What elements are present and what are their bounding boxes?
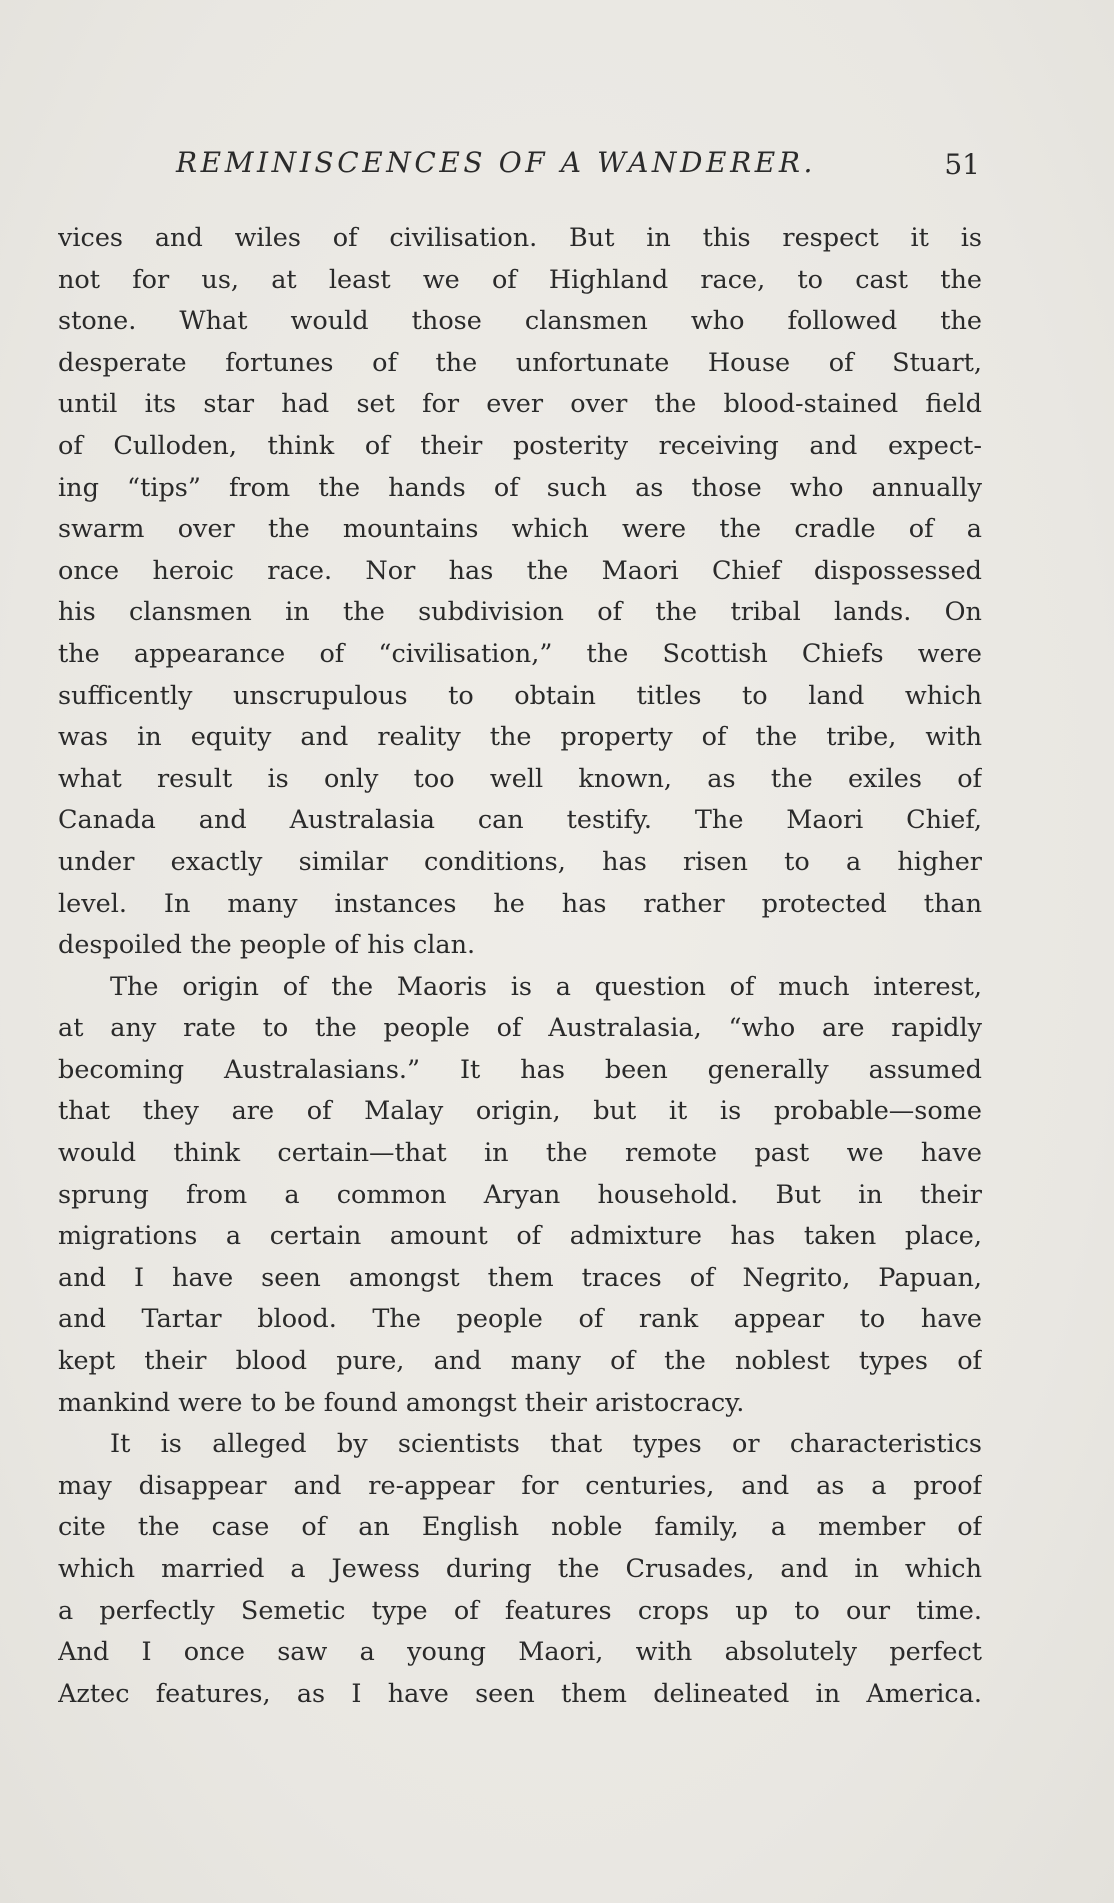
text-line: vices and wiles of civilisation. But in this respect it is	[58, 223, 982, 253]
text-line: The origin of the Maoris is a question of much interest,	[110, 971, 982, 1002]
text-line: And I once saw a young Maori, with absolutely perfect	[58, 1637, 982, 1668]
text-line: It is alleged by scientists that types or characteristics	[110, 1429, 982, 1460]
text-line: becoming Australasians.” It has been generally assumed	[58, 1054, 982, 1085]
text-line: that they are of Malay origin, but it is probable—some	[58, 1096, 982, 1127]
paragraph	[58, 218, 982, 967]
text-line: cite the case of an English noble family, a member of	[58, 1512, 982, 1543]
text-line: migrations a certain amount of admixture has taken place,	[58, 1221, 982, 1252]
text-line: ing “tips” from the hands of such as those who annually	[58, 472, 982, 503]
text-line: desperate fortunes of the unfortunate House of Stuart,	[58, 347, 982, 378]
text-line: was in equity and reality the property of the tribe, with	[58, 722, 982, 753]
text-line: a perfectly Semetic type of features crops up to our time.	[58, 1595, 982, 1626]
text-line: Canada and Australasia can testify. The Maori Chief,	[58, 805, 982, 836]
text-line: would think certain—that in the remote past we have	[58, 1138, 982, 1169]
text-line: and Tartar blood. The people of rank appear to have	[58, 1304, 982, 1335]
text-line: once heroic race. Nor has the Maori Chief dispossessed	[58, 555, 982, 586]
text-line: kept their blood pure, and many of the noblest types of	[58, 1346, 982, 1377]
text-line: at any rate to the people of Australasia, “who are rapidly	[58, 1013, 982, 1044]
text-line: sprung from a common Aryan household. But in their	[58, 1179, 982, 1210]
text-line: stone. What would those clansmen who followed the	[58, 306, 982, 337]
text-line: swarm over the mountains which were the cradle of a	[58, 514, 982, 545]
running-title: REMINISCENCES OF A WANDERER.	[176, 146, 817, 179]
paragraph	[58, 967, 982, 1425]
paragraph	[58, 1424, 982, 1715]
text-line: what result is only too well known, as the exiles of	[58, 763, 982, 794]
text-line: until its star had set for ever over the blood-stained field	[58, 389, 982, 420]
text-line: not for us, at least we of Highland race, to cast the	[58, 264, 982, 295]
page-header	[58, 146, 982, 186]
body-text	[58, 218, 982, 1715]
text-line: of Culloden, think of their posterity receiving and expect-	[58, 430, 982, 461]
text-line: and I have seen amongst them traces of Negrito, Papuan,	[58, 1262, 982, 1293]
text-line: under exactly similar conditions, has risen to a higher	[58, 846, 982, 877]
text-line: Aztec features, as I have seen them delineated in America.	[58, 1678, 982, 1709]
text-line: sufficently unscrupulous to obtain titles to land which	[58, 680, 982, 711]
text-line: level. In many instances he has rather protected than	[58, 888, 982, 919]
text-line: mankind were to be found amongst their aristocracy.	[58, 1387, 745, 1418]
page-number: 51	[944, 148, 980, 181]
text-line: despoiled the people of his clan.	[58, 930, 476, 961]
text-line: which married a Jewess during the Crusades, and in which	[58, 1554, 982, 1584]
text-line: the appearance of “civilisation,” the Scottish Chiefs were	[58, 638, 982, 669]
text-line: his clansmen in the subdivision of the tribal lands. On	[58, 597, 982, 628]
text-line: may disappear and re-appear for centuries, and as a proof	[58, 1470, 982, 1501]
